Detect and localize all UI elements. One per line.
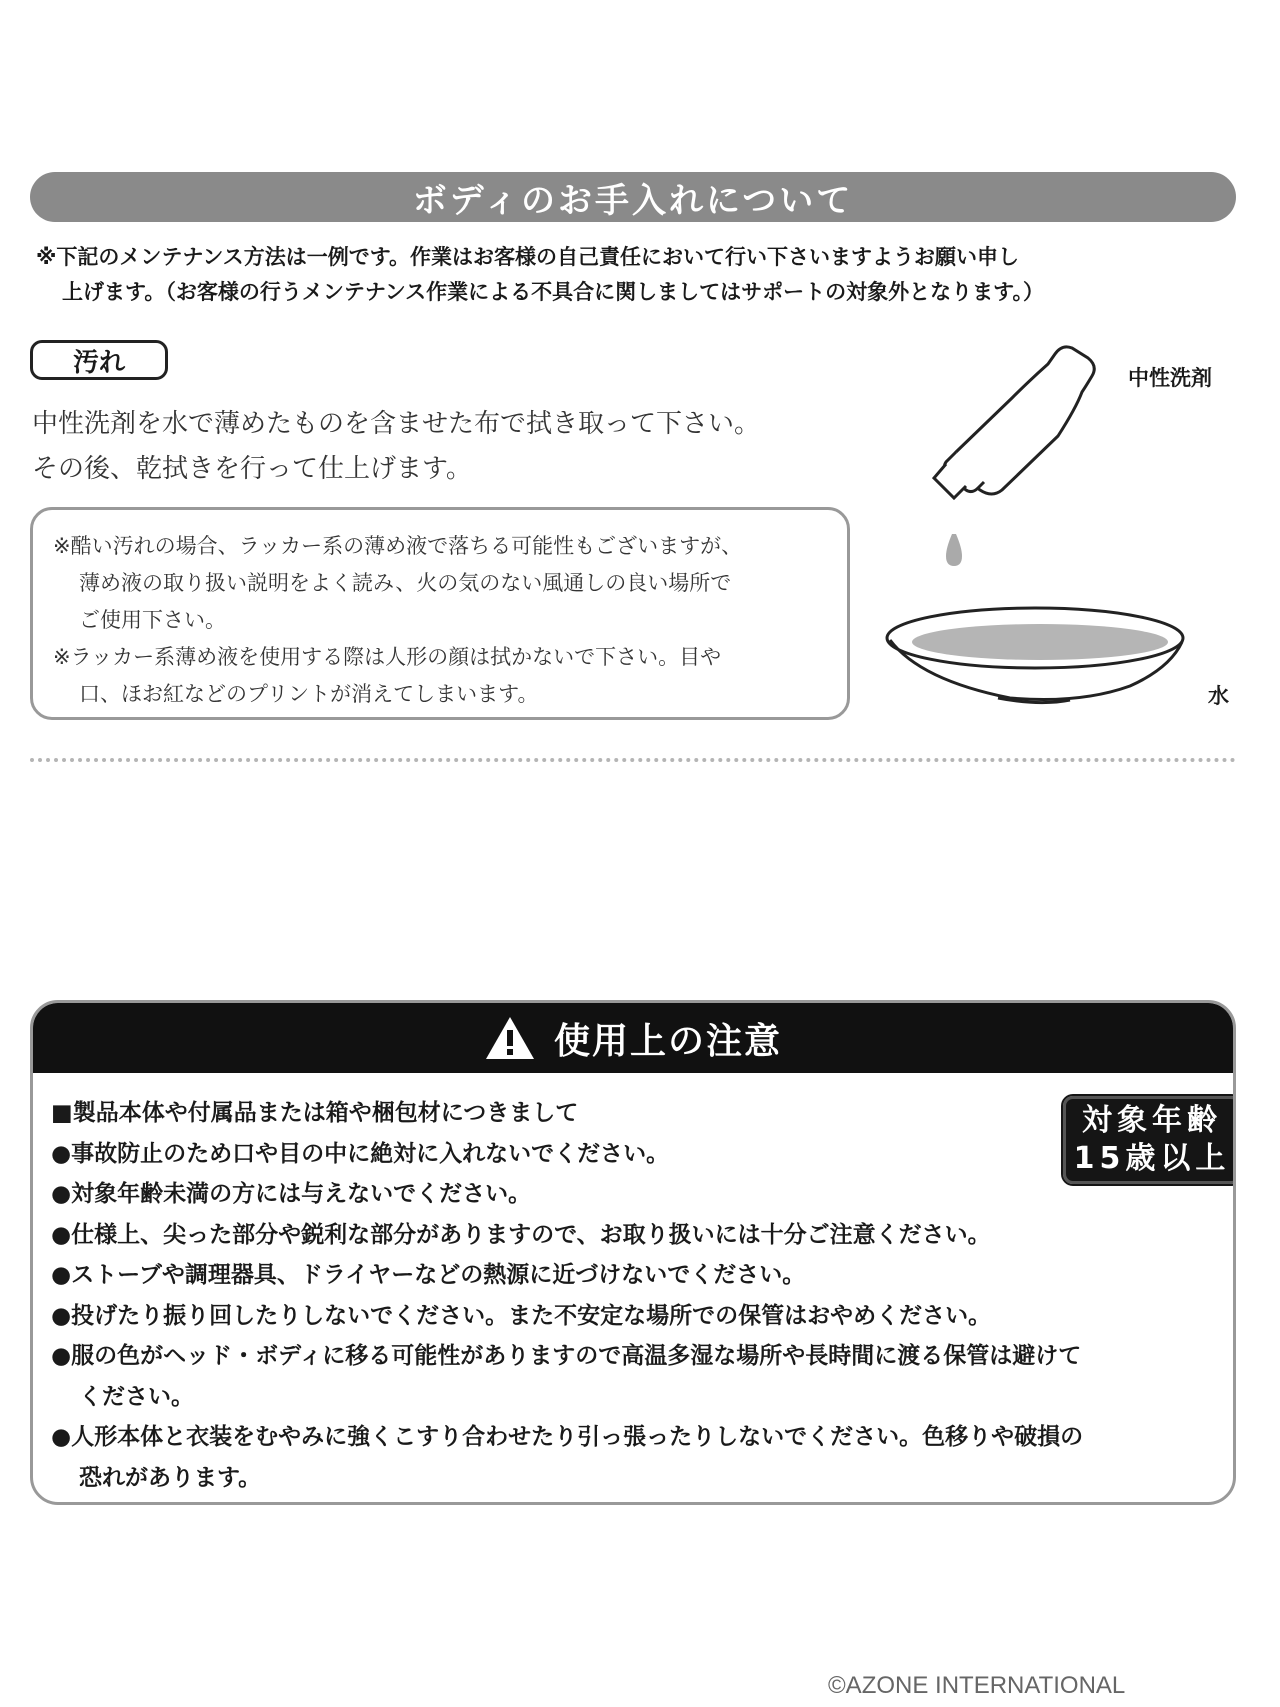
caution-title: 使用上の注意	[553, 1020, 782, 1062]
copyright: ©AZONE INTERNATIONAL	[828, 1672, 1126, 1699]
list-item: ●投げたり振り回したりしないでください。また不安定な場所での保管はおやめください。	[51, 1302, 992, 1329]
age-badge-line-1: 対象年齢	[1082, 1103, 1222, 1138]
list-item: ●ストーブや調理器具、ドライヤーなどの熱源に近づけないでください。	[51, 1262, 806, 1288]
drop-icon	[946, 534, 962, 566]
stain-label: 汚れ	[30, 340, 168, 380]
care-section-title: ボディのお手入れについて	[30, 172, 1236, 222]
section-divider	[30, 758, 1236, 762]
thinner-note-box	[30, 507, 850, 720]
list-item-continuation: ください。	[79, 1383, 194, 1410]
notice-line-2: 上げます。（お客様の行うメンテナンス作業による不具合に関しましてはサポートの対象外となります。）	[62, 280, 1044, 304]
list-item: ●仕様上、尖った部分や鋭利な部分がありますので、お取り扱いには十分ご注意ください。	[51, 1221, 991, 1248]
list-item: ■製品本体や付属品または箱や梱包材につきまして	[51, 1100, 579, 1126]
caution-box	[30, 1000, 1236, 1505]
care-text-line-2: その後、乾拭きを行って仕上げます。	[32, 454, 472, 484]
note-line-1: ※酷い汚れの場合、ラッカー系の薄め液で落ちる可能性もございますが、	[53, 534, 743, 558]
caution-list	[51, 1093, 1221, 1498]
notice-line-1: ※下記のメンテナンス方法は一例です。作業はお客様の自己責任において行い下さいますようお願い申し	[36, 245, 1020, 269]
list-item: ●服の色がヘッド・ボディに移る可能性がありますので高温多湿な場所や長時間に渡る保管は避けて	[51, 1343, 1082, 1369]
warning-icon	[484, 1015, 536, 1061]
list-item: ●人形本体と衣装をむやみに強くこすり合わせたり引っ張ったりしないでください。色移りや破損の	[51, 1424, 1084, 1450]
detergent-bottle-icon	[934, 347, 1094, 498]
list-item: ●事故防止のため口や目の中に絶対に入れないでください。	[51, 1140, 670, 1167]
note-line-4: ※ラッカー系薄め液を使用する際は人形の顔は拭かないで下さい。目や	[53, 645, 722, 669]
water-label: 水	[1208, 684, 1229, 708]
age-badge-line-2: 15歳以上	[1073, 1141, 1231, 1176]
age-rating-badge	[1063, 1096, 1236, 1184]
care-instructions	[32, 402, 760, 492]
care-text-line-1: 中性洗剤を水で薄めたものを含ませた布で拭き取って下さい。	[32, 409, 761, 439]
caution-header	[33, 1003, 1233, 1073]
detergent-label: 中性洗剤	[1128, 366, 1212, 390]
note-line-2: 薄め液の取り扱い説明をよく読み、火の気のない風通しの良い場所で	[79, 571, 732, 595]
note-line-3: ご使用下さい。	[79, 608, 226, 632]
dish-icon	[887, 608, 1183, 703]
list-item: ●対象年齢未満の方には与えないでください。	[51, 1181, 532, 1207]
note-line-5: 口、ほお紅などのプリントが消えてしまいます。	[79, 682, 539, 706]
maintenance-notice	[36, 240, 1236, 310]
list-item-continuation: 恐れがあります。	[79, 1464, 262, 1491]
detergent-dish-illustration	[880, 340, 1220, 710]
